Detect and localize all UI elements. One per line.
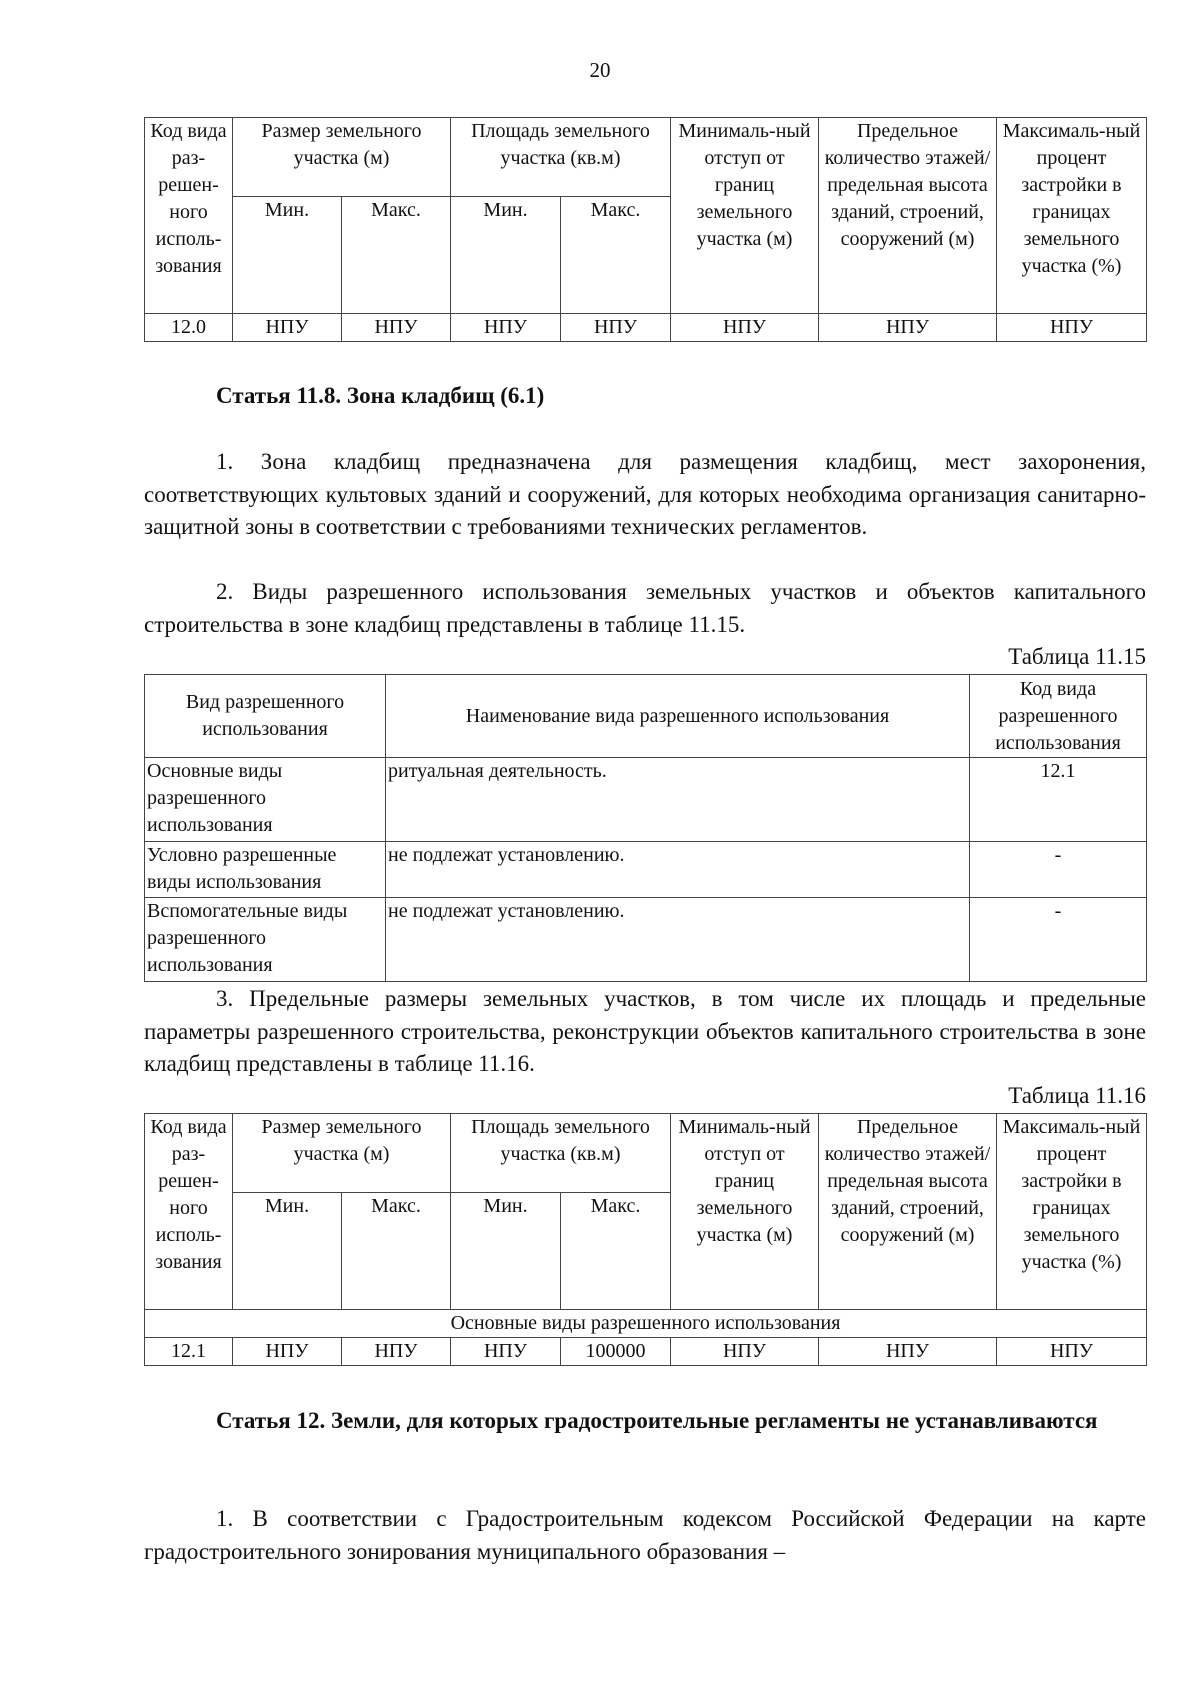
cell-setback: НПУ <box>671 1338 819 1366</box>
header-floors: Предельное количество этажей/ предельная высота зданий, строений, сооружений (м) <box>819 118 997 314</box>
header-type: Вид разрешенного использования <box>145 675 386 758</box>
table-row <box>145 314 1147 342</box>
table-row <box>145 758 1147 842</box>
header-floors: Предельное количество этажей/ предельная высота зданий, строений, сооружений (м) <box>819 1114 997 1310</box>
header-name: Наименование вида разрешенного использования <box>386 675 970 758</box>
cell-floors: НПУ <box>819 314 997 342</box>
header-area-min: Мин. <box>451 1193 561 1310</box>
header-size-max: Макс. <box>342 1193 451 1310</box>
header-coverage: Максималь-ный процент застройки в границах земельного участка (%) <box>997 1114 1147 1310</box>
article-11-8-heading: Статья 11.8. Зона кладбищ (6.1) <box>216 383 545 408</box>
cell-size-max: НПУ <box>342 1338 451 1366</box>
cell-name: не подлежат установлению. <box>386 842 970 898</box>
header-area-min: Мин. <box>451 197 561 314</box>
cell-code: 12.1 <box>145 1338 233 1366</box>
table-row <box>145 898 1147 982</box>
header-area: Площадь земельного участка (кв.м) <box>451 118 671 197</box>
cell-size-max: НПУ <box>342 314 451 342</box>
header-size: Размер земельного участка (м) <box>233 118 451 197</box>
cell-coverage: НПУ <box>997 314 1147 342</box>
header-area: Площадь земельного участка (кв.м) <box>451 1114 671 1193</box>
group-row <box>145 1310 1147 1338</box>
header-setback: Минималь-ный отступ от границ земельного участка (м) <box>671 118 819 314</box>
table-11-15 <box>144 674 1147 982</box>
cell-area-max: 100000 <box>561 1338 671 1366</box>
header-size-max: Макс. <box>342 197 451 314</box>
article-11-8-paragraph-1: 1. Зона кладбищ предназначена для размещения кладбищ, мест захоронения, соответствующих культовых зданий и сооружений, для которых необходима организация санитарно-защитной зоны в соответствии с требованиями технических регламентов. <box>144 449 1146 539</box>
cell-type: Условно разрешенные виды использования <box>145 842 386 898</box>
table-11-15-caption: Таблица 11.15 <box>1008 644 1146 669</box>
cell-code: - <box>970 898 1147 982</box>
cell-code: - <box>970 842 1147 898</box>
cell-size-min: НПУ <box>233 314 342 342</box>
table-11-16 <box>144 1113 1147 1366</box>
cell-floors: НПУ <box>819 1338 997 1366</box>
table-11-16-caption: Таблица 11.16 <box>1008 1083 1146 1108</box>
header-setback: Минималь-ный отступ от границ земельного участка (м) <box>671 1114 819 1310</box>
cell-setback: НПУ <box>671 314 819 342</box>
header-area-max: Макс. <box>561 1193 671 1310</box>
article-11-8-paragraph-3: 3. Предельные размеры земельных участков, в том числе их площадь и предельные параметры разрешенного строительства, реконструкции объектов капитального строительства в зоне кладбищ представлены в таблице 11.16. <box>144 986 1146 1076</box>
header-size-min: Мин. <box>233 1193 342 1310</box>
header-code: Код вида раз-решен-ного исполь-зования <box>145 1114 233 1310</box>
cell-code: 12.1 <box>970 758 1147 842</box>
article-12-paragraph-1: 1. В соответствии с Градостроительным кодексом Российской Федерации на карте градостроительного зонирования муниципального образования – <box>144 1506 1146 1564</box>
cell-size-min: НПУ <box>233 1338 342 1366</box>
cell-type: Вспомогательные виды разрешенного использования <box>145 898 386 982</box>
header-coverage: Максималь-ный процент застройки в границах земельного участка (%) <box>997 118 1147 314</box>
cell-area-max: НПУ <box>561 314 671 342</box>
article-11-8-paragraph-2: 2. Виды разрешенного использования земельных участков и объектов капитального строительства в зоне кладбищ представлены в таблице 11.15. <box>144 579 1146 637</box>
page-number: 20 <box>589 58 611 82</box>
header-size: Размер земельного участка (м) <box>233 1114 451 1193</box>
header-code: Код вида раз-решен-ного исполь-зования <box>145 118 233 314</box>
table-row <box>145 1338 1147 1366</box>
table-row <box>145 842 1147 898</box>
article-12-heading: Статья 12. Земли, для которых градостроительные регламенты не устанавливаются <box>216 1408 1098 1433</box>
cell-coverage: НПУ <box>997 1338 1147 1366</box>
group-label: Основные виды разрешенного использования <box>145 1310 1147 1338</box>
cell-area-min: НПУ <box>451 1338 561 1366</box>
header-code: Код вида разрешенного использования <box>970 675 1147 758</box>
header-size-min: Мин. <box>233 197 342 314</box>
cell-area-min: НПУ <box>451 314 561 342</box>
cell-name: не подлежат установлению. <box>386 898 970 982</box>
parameters-table-continued <box>144 117 1147 342</box>
cell-name: ритуальная деятельность. <box>386 758 970 842</box>
cell-type: Основные виды разрешенного использования <box>145 758 386 842</box>
header-area-max: Макс. <box>561 197 671 314</box>
cell-code: 12.0 <box>145 314 233 342</box>
